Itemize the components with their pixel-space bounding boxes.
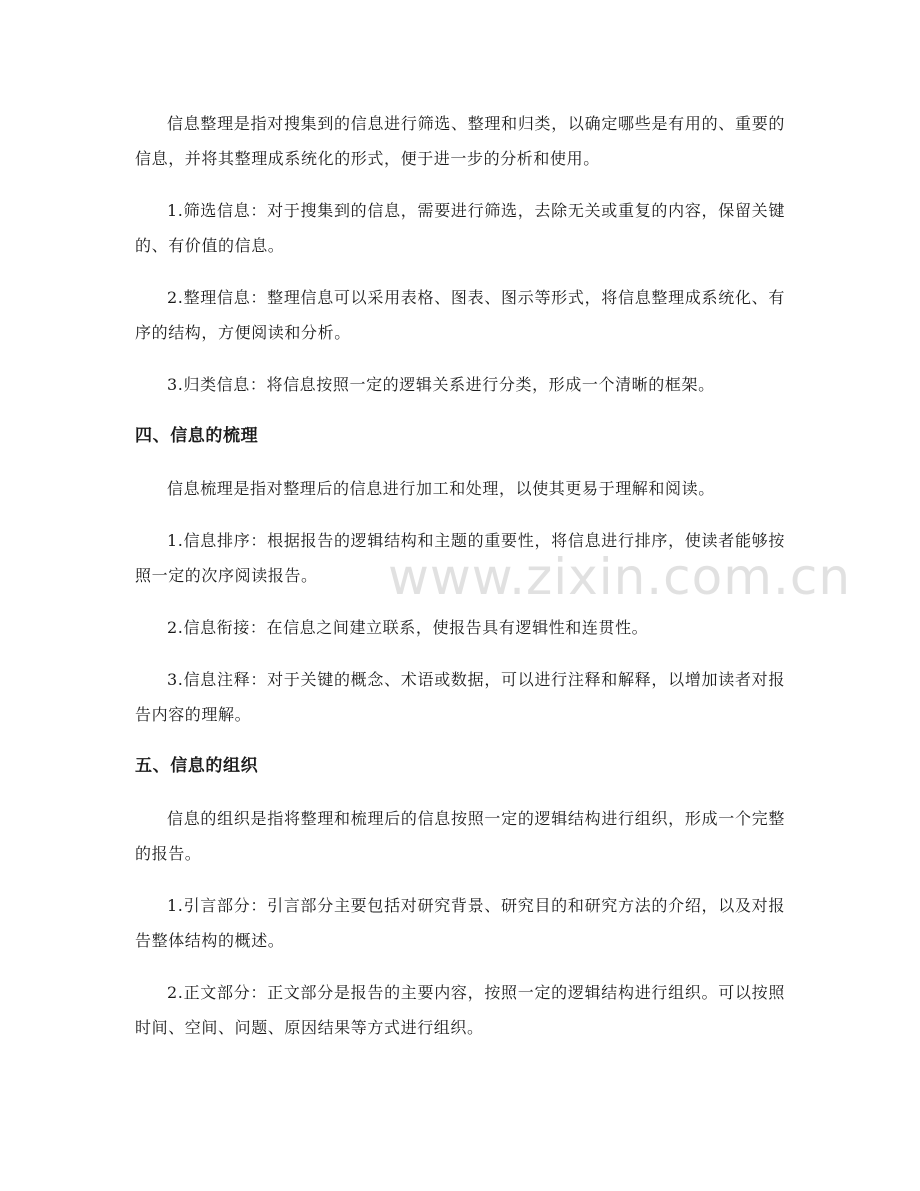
- paragraph-classify-info: 3.归类信息：将信息按照一定的逻辑关系进行分类，形成一个清晰的框架。: [167, 375, 715, 394]
- paragraph-intro-organize: 信息整理是指对搜集到的信息进行筛选、整理和归类，以确定哪些是有用的、重要的信息，并将其整理成系统化的形式，便于进一步的分析和使用。: [135, 114, 785, 168]
- paragraph-info-annotation: 3.信息注释：对于关键的概念、术语或数据，可以进行注释和解释，以增加读者对报告内容的理解。: [135, 670, 785, 724]
- paragraph-info-ordering: 1.信息排序：根据报告的逻辑结构和主题的重要性，将信息进行排序，使读者能够按照一定的次序阅读报告。: [135, 531, 785, 585]
- document-body: [135, 106, 785, 1062]
- section-heading-4: 四、信息的梳理: [135, 426, 259, 446]
- paragraph-filter-info: 1.筛选信息：对于搜集到的信息，需要进行筛选，去除无关或重复的内容，保留关键的、有价值的信息。: [135, 201, 785, 255]
- paragraph-intro-structure: 信息的组织是指将整理和梳理后的信息按照一定的逻辑结构进行组织，形成一个完整的报告。: [135, 809, 785, 863]
- paragraph-main-body-part: 2.正文部分：正文部分是报告的主要内容，按照一定的逻辑结构进行组织。可以按照时间、空间、问题、原因结果等方式进行组织。: [135, 983, 785, 1037]
- paragraph-info-linking: 2.信息衔接：在信息之间建立联系，使报告具有逻辑性和连贯性。: [167, 618, 649, 637]
- paragraph-introduction-part: 1.引言部分：引言部分主要包括对研究背景、研究目的和研究方法的介绍，以及对报告整体结构的概述。: [135, 896, 785, 950]
- paragraph-intro-sort: 信息梳理是指对整理后的信息进行加工和处理，以使其更易于理解和阅读。: [167, 479, 715, 498]
- paragraph-arrange-info: 2.整理信息：整理信息可以采用表格、图表、图示等形式，将信息整理成系统化、有序的结构，方便阅读和分析。: [135, 288, 785, 342]
- watermark: www.zixin.com.cn: [388, 548, 852, 606]
- section-heading-5: 五、信息的组织: [135, 756, 259, 776]
